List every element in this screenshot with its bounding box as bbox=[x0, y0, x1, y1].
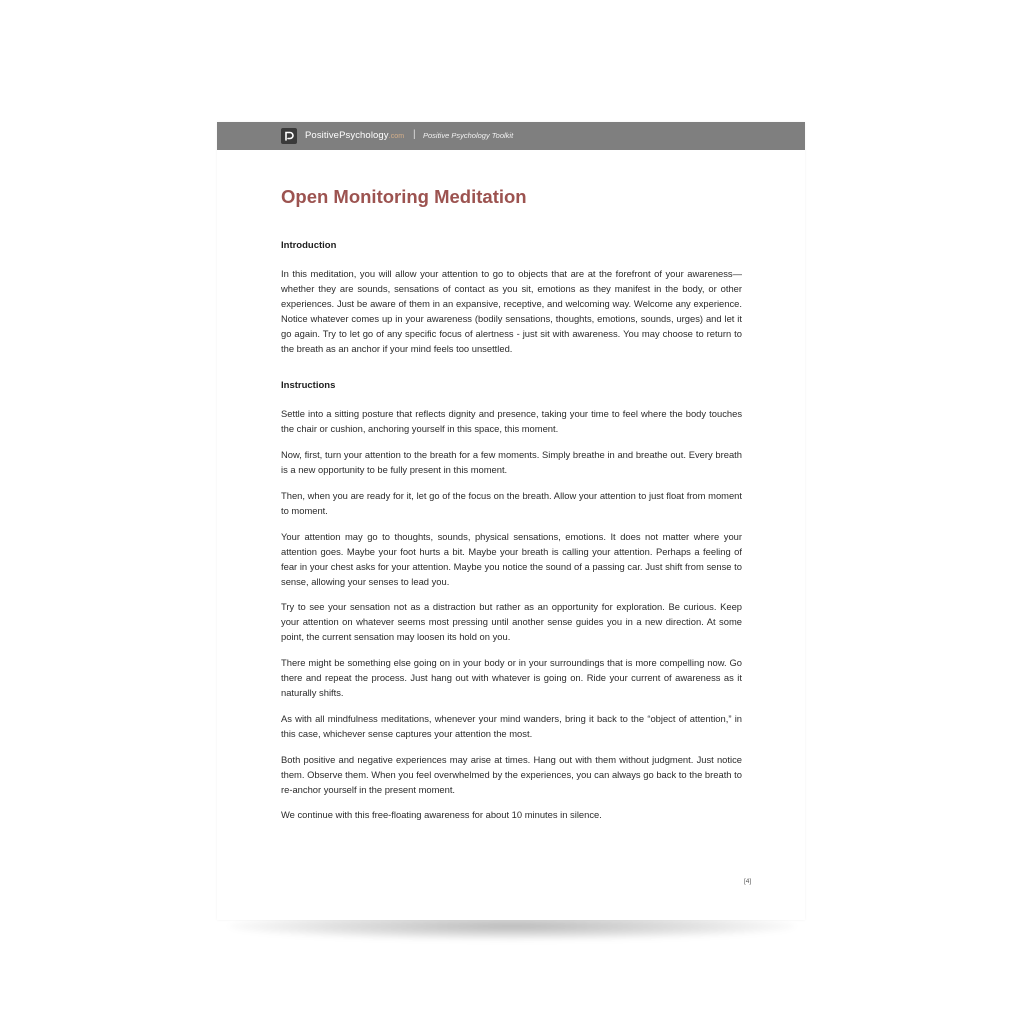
brand-name-text: PositivePsychology bbox=[305, 130, 389, 141]
document-page bbox=[217, 122, 805, 920]
page-title: Open Monitoring Meditation bbox=[281, 186, 527, 207]
positive-psychology-logo-icon bbox=[281, 128, 297, 144]
instruction-paragraph-5: Try to see your sensation not as a distraction but rather as an opportunity for exploration. Be curious. Keep your attention on whatever seems most pressing until another sense guides you in a new direction. At some point, the current sensation may loosen its hold on you. bbox=[281, 601, 742, 642]
header-bar bbox=[217, 122, 805, 150]
instructions-heading: Instructions bbox=[281, 380, 336, 391]
page-number: [4] bbox=[744, 878, 752, 885]
instruction-paragraph-1: Settle into a sitting posture that reflects dignity and presence, taking your time to feel where the body touches the chair or cushion, anchoring yourself in this space, this moment. bbox=[281, 408, 742, 434]
toolkit-label: Positive Psychology Toolkit bbox=[423, 131, 514, 140]
instruction-paragraph-6: There might be something else going on in your body or in your surroundings that is more compelling now. Go there and repeat the process. Just hang out with whatever is going on. Ride your current of awareness as it naturally shifts. bbox=[281, 657, 742, 698]
introduction-heading: Introduction bbox=[281, 240, 337, 251]
instruction-paragraph-7: As with all mindfulness meditations, whenever your mind wanders, bring it back to the “object of attention,” in this case, whichever sense captures your attention the most. bbox=[281, 713, 742, 739]
brand-name bbox=[305, 130, 404, 141]
instruction-paragraph-8: Both positive and negative experiences may arise at times. Hang out with them without judgment. Just notice them. Observe them. When you feel overwhelmed by the experiences, you can always go back to the breath to re-anchor yourself in the present moment. bbox=[281, 754, 742, 795]
header-separator: | bbox=[413, 129, 416, 140]
instruction-paragraph-3: Then, when you are ready for it, let go of the focus on the breath. Allow your attention to just float from moment to moment. bbox=[281, 490, 742, 516]
brand-suffix: .com bbox=[388, 133, 405, 140]
introduction-paragraph: In this meditation, you will allow your attention to go to objects that are at the forefront of your awareness—whether they are sounds, sensations of contact as you sit, emotions as they manifest in the body, or other experiences. Just be aware of them in an expansive, receptive, and welcoming way. Welcome any experience. Notice whatever comes up in your awareness (bodily sensations, thoughts, emotions, sounds, urges) and let it go again. Try to let go of any specific focus of alertness - just sit with awareness. You may choose to return to the breath as an anchor if your mind feels too unsettled. bbox=[281, 268, 742, 354]
instruction-paragraph-2: Now, first, turn your attention to the breath for a few moments. Simply breathe in and breathe out. Every breath is a new opportunity to be fully present in this moment. bbox=[281, 449, 742, 475]
instruction-paragraph-4: Your attention may go to thoughts, sounds, physical sensations, emotions. It does not matter where your attention goes. Maybe your foot hurts a bit. Maybe your breath is calling your attention. Perhaps a feeling of fear in your chest asks for your attention. Maybe you notice the sound of a passing car. Just shift from sense to sense, allowing your senses to lead you. bbox=[281, 531, 742, 587]
instruction-paragraph-9: We continue with this free-floating awareness for about 10 minutes in silence. bbox=[281, 809, 602, 820]
